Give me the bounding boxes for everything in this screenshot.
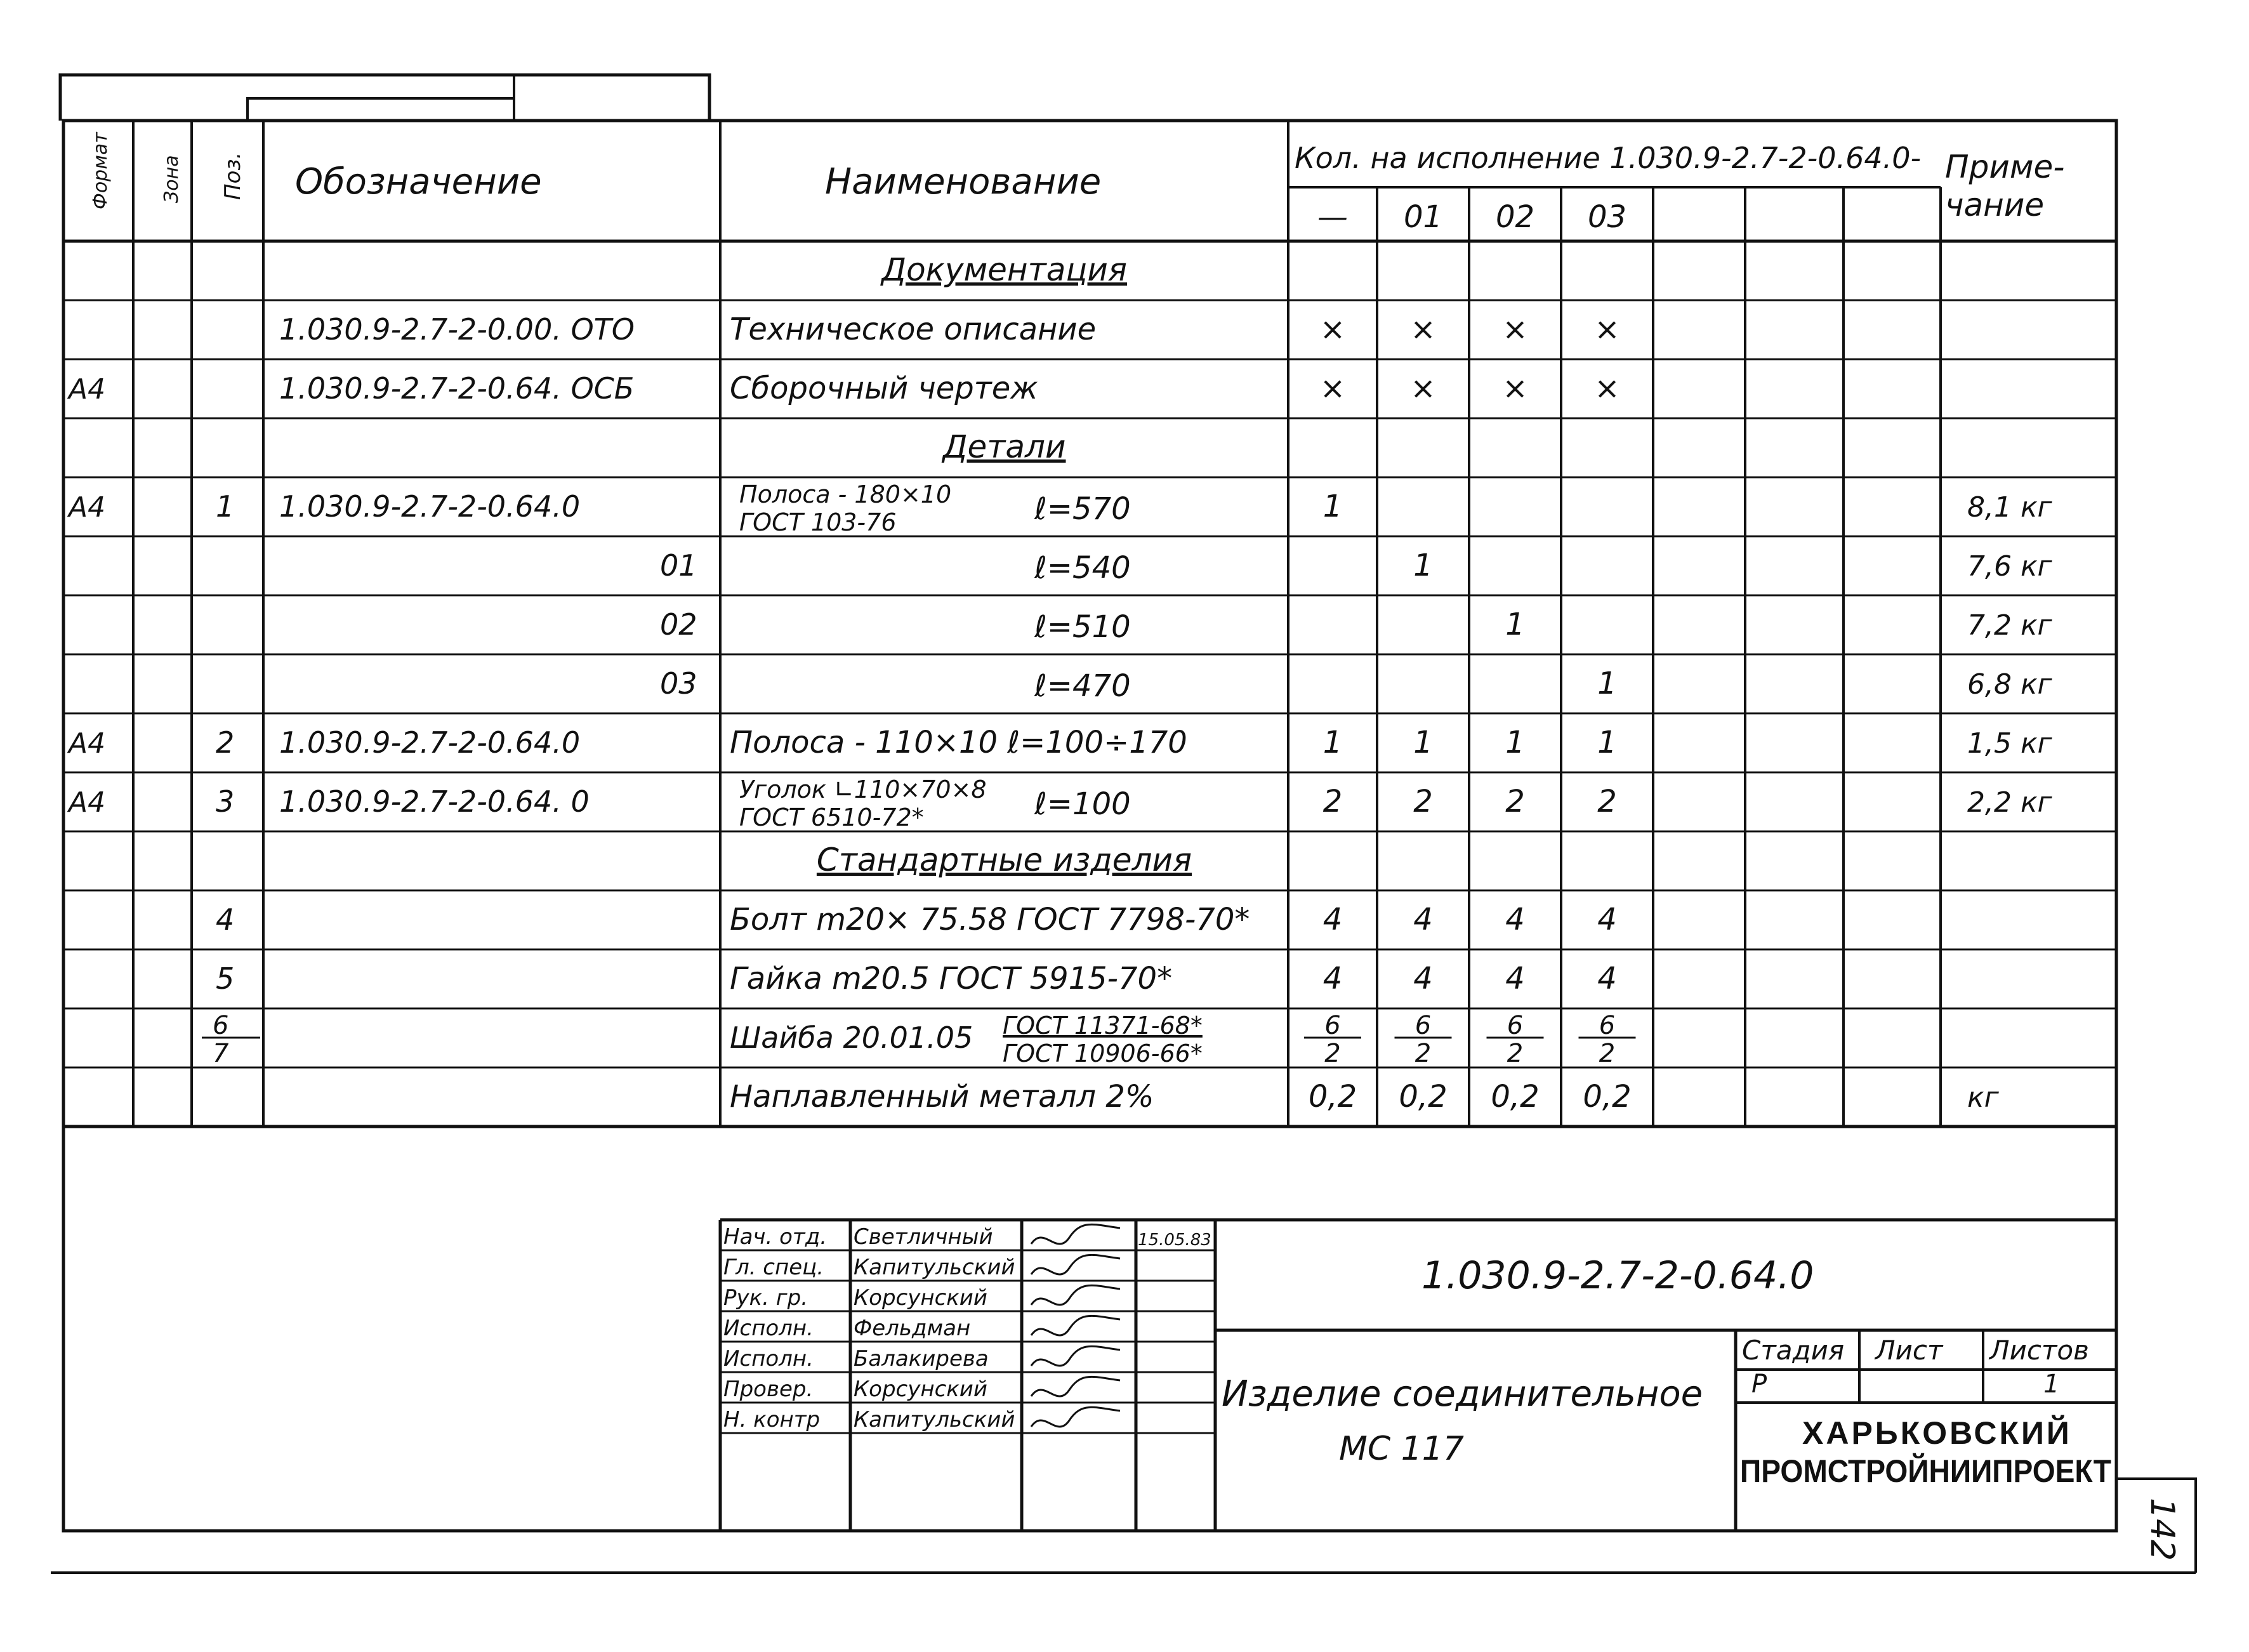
cell-pos: 3 [216,784,235,819]
cell-pos: 4 [216,902,235,937]
cell-format: А4 [69,786,106,819]
cell-name: Гайка m20.5 ГОСТ 5915-70* [730,961,1173,996]
cell-qty: 2 [1413,784,1433,819]
cell-qty: 2 [1505,784,1525,819]
cell-format: А4 [69,373,106,406]
signature-name: Корсунский [854,1285,987,1311]
cell-name: Полоса - 180×10 [739,480,952,508]
signature-name: Корсунский [854,1377,987,1402]
cell-length: ℓ=470 [1034,668,1131,704]
signature-role: Исполн. [723,1346,814,1371]
signature-role: Рук. гр. [723,1285,808,1311]
header-pos: Поз. [220,152,246,200]
signature-name: Капитульский [854,1255,1015,1280]
header-qty-title: Кол. на исполнение 1.030.9-2.7-2-0.64.0- [1295,141,1922,175]
header-designation: Обозначение [295,161,542,202]
cell-designation: 02 [660,607,697,642]
section-heading: Документация [881,251,1127,288]
signature-name: Балакирева [854,1346,989,1371]
cell-length: ℓ=540 [1034,550,1131,586]
header-format: Формат [89,132,112,209]
cell-designation: 1.030.9-2.7-2-0.64.0 [279,489,581,524]
signature-rows [723,1224,1120,1432]
cell-qty: 4 [1413,902,1433,937]
variant-header: 03 [1587,199,1627,235]
cell-qty: × [1502,371,1528,406]
cell-qty: 2 [1324,1039,1341,1068]
section-heading: Стандартные изделия [816,842,1192,878]
cell-qty: 2 [1599,1039,1616,1068]
cell-length: ℓ=570 [1034,491,1131,527]
cell-name: Техническое описание [730,312,1097,347]
cell-length: ℓ=510 [1034,609,1131,645]
signature-role: Гл. спец. [723,1255,824,1280]
cell-name: ГОСТ 103-76 [739,508,897,536]
signature-mark [1031,1224,1120,1244]
title-block [720,1220,2142,1531]
cell-pos: 1 [216,489,235,524]
section-heading: Детали [942,428,1066,465]
cell-qty: 6 [1507,1011,1524,1040]
cell-qty: × [1410,371,1436,406]
cell-qty: 4 [1505,961,1525,996]
cell-qty: 0,2 [1399,1079,1448,1114]
cell-qty: 1 [1413,548,1433,583]
variant-headers [1317,199,1626,235]
cell-qty: 6 [1415,1011,1432,1040]
cell-qty: 0,2 [1308,1079,1357,1114]
cell-note: 8,1 кг [1967,491,2052,524]
cell-pos: 2 [216,725,235,760]
signature-mark [1031,1255,1120,1274]
cell-qty: 6 [1599,1011,1616,1040]
cell-qty: 4 [1597,902,1617,937]
cell-qty: 2 [1322,784,1343,819]
cell-pos: 5 [216,961,235,996]
cell-designation: 03 [660,666,697,701]
cell-name: Болт m20× 75.58 ГОСТ 7798-70* [730,902,1250,937]
variant-header: 01 [1403,199,1443,235]
cell-note: 7,2 кг [1967,609,2052,642]
cell-qty: 4 [1322,961,1343,996]
top-stub-box [60,75,709,121]
cell-designation: 01 [660,548,697,583]
cell-name: ГОСТ 6510-72* [739,803,924,831]
cell-designation: 1.030.9-2.7-2-0.00. ОТО [279,312,635,347]
organization-line1: ХАРЬКОВСКИЙ [1802,1415,2072,1451]
table-header [63,121,2116,241]
cell-qty: 4 [1322,902,1343,937]
page-number: 142 [2143,1498,2181,1561]
approval-date: 15.05.83 [1138,1231,1211,1250]
cell-name: Полоса - 110×10 ℓ=100÷170 [730,725,1187,760]
stage-value: Р [1751,1370,1767,1399]
header-name: Наименование [825,161,1102,202]
cell-qty: 0,2 [1491,1079,1540,1114]
product-title: Изделие соединительное [1222,1373,1703,1415]
product-mark: МС 117 [1339,1430,1464,1468]
cell-qty: 1 [1322,489,1343,524]
cell-note: 1,5 кг [1967,727,2052,760]
cell-length: ℓ=100 [1034,786,1131,822]
cell-name: ГОСТ 11371-68* [1003,1012,1203,1040]
header-note-line2: чание [1945,187,2045,223]
cell-qty: 4 [1505,902,1525,937]
signature-role: Н. контр [723,1407,821,1432]
variant-header: — [1317,199,1348,235]
organization-line2: ПРОМСТРОЙНИИПРОЕКТ [1740,1453,2142,1489]
cell-note: 7,6 кг [1967,550,2052,583]
cell-pos: 7 [213,1039,229,1068]
cell-name: Наплавленный металл 2% [730,1079,1154,1114]
variant-header: 02 [1495,199,1535,235]
document-code: 1.030.9-2.7-2-0.64.0 [1421,1253,1814,1298]
signature-name: Фельдман [854,1316,971,1341]
signature-mark [1031,1285,1120,1305]
cell-qty: 1 [1597,666,1617,701]
table-body [67,251,2053,1114]
cell-name: Сборочный чертеж [730,371,1038,406]
cell-name: ГОСТ 10906-66* [1003,1040,1203,1067]
cell-qty: × [1319,371,1346,406]
signature-role: Провер. [723,1377,814,1402]
signature-role: Нач. отд. [723,1224,828,1250]
cell-name: Шайба 20.01.05 [730,1021,973,1055]
cell-qty: 1 [1597,725,1617,760]
cell-format: А4 [69,491,106,524]
cell-qty: 0,2 [1583,1079,1632,1114]
cell-note: кг [1967,1081,1999,1114]
cell-qty: × [1410,312,1436,347]
signature-mark [1031,1316,1120,1335]
cell-designation: 1.030.9-2.7-2-0.64. 0 [279,784,590,819]
signature-mark [1031,1377,1120,1396]
signature-name: Капитульский [854,1407,1015,1432]
signature-mark [1031,1407,1120,1427]
signature-role: Исполн. [723,1316,814,1341]
signature-mark [1031,1346,1120,1366]
cell-qty: 2 [1507,1039,1524,1068]
sheet-label: Лист [1875,1335,1943,1366]
cell-qty: 1 [1322,725,1343,760]
cell-designation: 1.030.9-2.7-2-0.64.0 [279,725,581,760]
cell-qty: × [1502,312,1528,347]
cell-qty: 2 [1597,784,1617,819]
cell-qty: 1 [1413,725,1433,760]
stage-label: Стадия [1742,1335,1845,1366]
cell-qty: 4 [1597,961,1617,996]
cell-qty: × [1594,312,1620,347]
cell-format: А4 [69,727,106,760]
cell-qty: 6 [1324,1011,1341,1040]
cell-name: Уголок ∟110×70×8 [739,776,987,803]
cell-note: 6,8 кг [1967,668,2052,701]
cell-qty: × [1594,371,1620,406]
header-note-line1: Приме- [1945,149,2065,185]
cell-qty: 1 [1505,607,1525,642]
cell-qty: 4 [1413,961,1433,996]
cell-note: 2,2 кг [1967,786,2052,819]
cell-qty: × [1319,312,1346,347]
cell-qty: 2 [1415,1039,1432,1068]
cell-pos: 6 [213,1011,229,1040]
sheets-value: 1 [2043,1370,2060,1399]
signature-name: Светличный [854,1224,993,1250]
sheets-label: Листов [1989,1335,2089,1366]
header-zone: Зона [161,155,183,203]
cell-qty: 1 [1505,725,1525,760]
cell-designation: 1.030.9-2.7-2-0.64. ОСБ [279,371,635,406]
